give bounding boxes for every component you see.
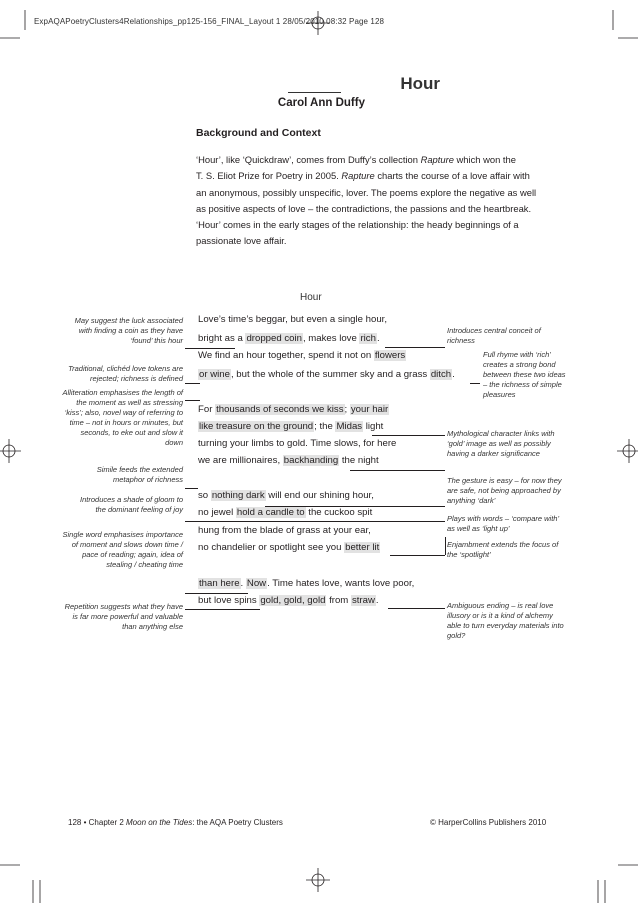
poem-text: no jewel [198,507,236,518]
poem-text: no chandelier or spotlight see you [198,542,345,553]
leader-line [185,488,198,489]
highlighted-phrase: gold, gold, gold [260,595,326,606]
background-text [196,152,566,250]
leader-line [185,521,315,522]
poem-text: but love spins [198,595,260,606]
poem-text: For [198,404,216,415]
annotation-left-love-tokens: Traditional, clichéd love tokens are rejected; richness is defined [68,364,183,383]
poem-line-7 [198,438,396,449]
background-line: as positive aspects of love – the contradictions, the passions and the heartbreak. [196,202,532,214]
poem-line-10 [198,507,372,518]
poem-text: . [376,333,380,344]
background-line: T. S. Eliot Prize for Poetry in 2005. Rapture charts the course of a love affair with [196,170,530,182]
poem-line-1 [198,314,387,325]
highlighted-phrase: flowers [374,350,406,361]
poem-text: We find an hour together, spend it not on [198,350,374,361]
highlighted-phrase: dropped coin [246,333,302,344]
poem-text: . Time hates love, wants love poor, [267,578,415,589]
highlighted-phrase: than here [199,578,240,589]
annotation-right-ambiguous: Ambiguous ending – is real love illusory or is it a kind of alchemy able to turn everyday materials into gold? [447,601,564,640]
poem-text: from [326,595,351,606]
leader-line [185,593,248,594]
highlighted-phrase: rich [360,333,376,344]
page-number: 128 [68,818,82,827]
poem-text: we are millionaires, [198,455,283,466]
annotation-left-alliteration: Alliteration emphasises the length of the moment as well as stressing ‘kiss’; also, novel way of referring to time – not in hours or minutes, but seconds, to eke out and slow it down [62,388,183,447]
poem-text: ; [344,404,350,415]
leader-line [313,521,445,522]
page-title: Hour [400,74,440,93]
annotation-right-wordplay: Plays with words – ‘compare with’ as well as ‘light up’ [447,514,559,533]
poem-line-6 [198,421,383,432]
poem-text: so [198,490,211,501]
poem-text: the night [339,455,379,466]
highlighted-phrase: better lit [345,542,380,553]
registration-mark-right [617,439,638,463]
highlighted-phrase: backhanding [283,455,339,466]
highlighted-phrase: or wine [199,369,230,380]
registration-mark-left [0,439,21,463]
poem-line-8 [198,455,379,466]
leader-line [185,383,200,384]
poem-text: , makes love [302,333,360,344]
annotation-left-single-word: Single word emphasises importance of moment and slows down time / pace of reading; again, idea of stealing / cheating time [62,530,183,569]
poem-text: turning your limbs to gold. Time slows, for here [198,438,397,449]
poem-text: , but the whole of the summer sky and a grass [230,369,430,380]
poem-text: . [452,369,455,380]
leader-line [265,506,445,507]
poem-line-13 [198,578,414,589]
poem-line-4 [198,369,455,380]
background-line: ‘Hour’, like ‘Quickdraw’, comes from Duffy’s collection Rapture which won the [196,154,516,165]
annotation-right-conceit: Introduces central conceit of richness [447,326,541,345]
annotation-left-gloom: Introduces a shade of gloom to the dominant feeling of joy [80,495,183,514]
leader-line [388,608,445,609]
poem-text: hung from the blade of grass at your ear, [198,525,371,536]
poem-text: light [363,421,384,432]
annotation-left-coin: May suggest the luck associated with finding a coin as they have ‘found’ this hour [74,316,183,345]
annotation-right-gesture: The gesture is easy – for now they are safe, not being approached by anything ‘dark’ [447,476,562,505]
poem-line-12 [198,542,380,553]
leader-line [470,383,480,384]
background-line: ‘Hour’ comes in the early stages of the relationship: the heady beginnings of a [196,219,519,231]
poem-text: Love’s time’s beggar, but even a single hour, [198,314,387,325]
poem-line-11 [198,525,371,536]
highlighted-phrase: straw [351,595,375,606]
copyright: © HarperCollins Publishers 2010 [430,818,547,827]
background-line: an anonymous, possibly unspecific, lover. The poems explore the negative as well [196,186,537,198]
poem-text: the cuckoo spit [305,507,373,518]
annotation-left-simile: Simile feeds the extended metaphor of richness [96,465,183,484]
print-slug: ExpAQAPoetryClusters4Relationships_pp125-156_FINAL_Layout 1 28/05/2010 08:32 Page 128 [34,17,385,26]
chapter-prefix: Chapter 2 [88,818,126,827]
poem-heading: Hour [300,292,322,303]
footer-bullet: • [83,818,87,827]
chapter-title: Moon on the Tides [126,818,193,827]
leader-line [390,555,445,556]
annotation-left-repetition: Repetition suggests what they have is far more powerful and valuable than anything else [64,602,183,631]
leader-line [185,609,260,610]
footer-left [68,818,283,827]
background-line: passionate love affair. [196,235,287,247]
title-rule [288,92,341,93]
annotation-right-midas: Mythological character links with ‘gold’ image as well as possibly having a darker significance [447,429,555,458]
leader-line [385,347,445,348]
poem-line-14 [198,595,379,606]
poem-line-2 [198,333,380,344]
leader-line [372,435,445,436]
poem-line-3 [198,350,406,361]
background-heading: Background and Context [196,127,321,139]
highlighted-phrase: hold a candle to [236,507,305,518]
leader-line [445,537,446,555]
poem-line-9 [198,490,374,501]
highlighted-phrase: nothing dark [211,490,265,501]
poem-text: . [375,595,379,606]
highlighted-phrase: like treasure on the ground [199,421,314,432]
highlighted-phrase: Midas [336,421,363,432]
annotation-right-enjambment: Enjambment extends the focus of the ‘spotlight’ [447,540,559,559]
poem-text: bright as a [198,333,246,344]
leader-line [185,348,235,349]
registration-mark-bottom [306,868,330,892]
author-name: Carol Ann Duffy [277,97,365,109]
leader-line [350,470,445,471]
poem-text: will end our shining hour, [265,490,374,501]
highlighted-phrase: Now [246,578,267,589]
highlighted-phrase: your hair [350,404,389,415]
annotation-right-rhyme: Full rhyme with ‘rich’ creates a strong bond between these two ideas – the richness of simple pleasures [483,350,566,399]
chapter-suffix: : the AQA Poetry Clusters [192,818,283,827]
highlighted-phrase: thousands of seconds we kiss [216,404,344,415]
poem-text: . [240,578,246,589]
poem-text: ; the [314,421,336,432]
poem-line-5 [198,404,389,415]
highlighted-phrase: ditch [430,369,452,380]
leader-line [185,400,200,401]
